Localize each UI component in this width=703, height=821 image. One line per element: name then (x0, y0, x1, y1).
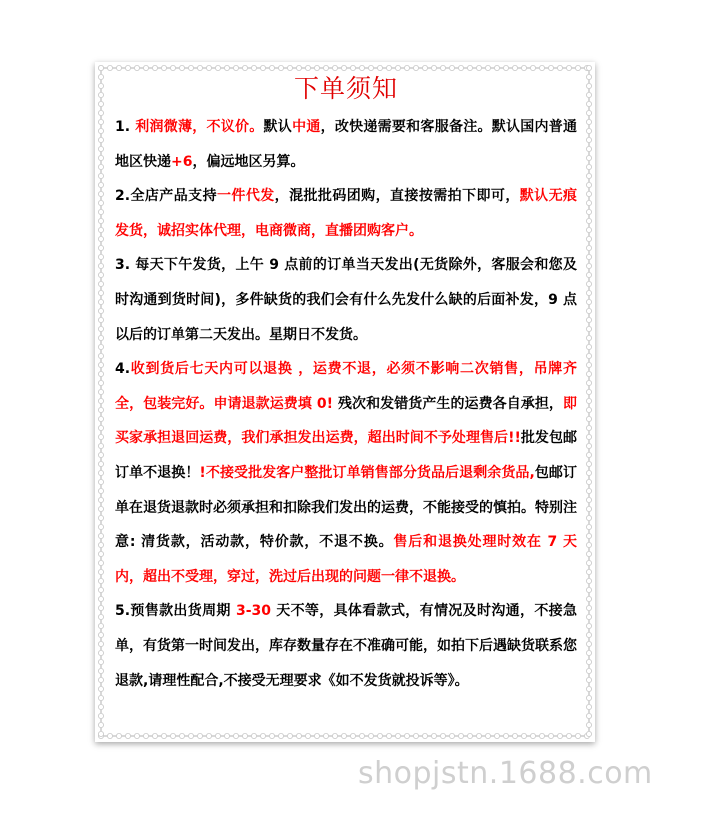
highlight-text: 利润微薄，不议价。 (135, 119, 264, 135)
notice-card (95, 62, 595, 742)
body-text: 1. (115, 119, 136, 135)
body-text: 3. 每天下午发货，上午 9 点前的订单当天发出(无货除外，客服会和您及时沟通到货时间)，多件缺货的我们会有什么先发什么缺的后面补发，9 点以后的订单第二天发出。星期日不发货。 (115, 257, 577, 343)
page-title: 下单须知 (293, 74, 398, 103)
notice-item-2 (115, 179, 577, 248)
notice-item-5 (115, 594, 577, 698)
highlight-text: 一件代发 (216, 188, 275, 205)
body-text: ，偏远地区另算。 (192, 153, 305, 170)
notice-item-1 (115, 110, 577, 179)
notice-item-3 (115, 248, 577, 352)
body-text: 批发包邮订单不退换！ (115, 430, 577, 481)
highlight-text: 即买家承担退回运费，我们承担发出运费，超出时间不予处理售后!! (115, 395, 578, 447)
notice-paragraphs (115, 110, 577, 698)
body-text: ，改快递需要和客服备注。默认国内普通地区快递 (115, 119, 578, 170)
highlight-text: 售后和退换处理时效在 7 天内，超出不受理，穿过，洗过后出现的问题一律不退换。 (115, 534, 577, 585)
highlight-text: 中通 (292, 119, 321, 135)
highlight-text: !不接受批发客户整批订单销售部分货品后退剩余货品, (199, 464, 535, 481)
highlight-text: +6 (171, 153, 193, 170)
highlight-text: 默认无痕发货，诚招实体代理，电商微商，直播团购客户。 (115, 188, 578, 239)
notice-item-4 (115, 352, 577, 594)
body-text: 4. (115, 361, 131, 378)
body-text: 残次和发错货产生的运费各自承担， (333, 395, 564, 412)
body-text: 5.预售款出货周期 (115, 603, 236, 620)
highlight-text: 收到货后七天内可以退换 ，运费不退，必须不影响二次销售，吊牌齐全，包装完好。申请退款运费填 0! (115, 361, 577, 412)
body-text: 2.全店产品支持 (115, 188, 217, 205)
watermark: shopjstn.1688.com (358, 756, 653, 791)
body-text: 默认 (263, 119, 293, 135)
highlight-text: 3-30 (235, 603, 272, 620)
body-text: ，混批批码团购，直接按需拍下即可， (274, 188, 520, 205)
body-text: 包邮订单在退货退款时必须承担和扣除我们发出的运费，不能接受的慎拍。特别注意: 清货款，活动款，特价款，不退不换。 (115, 464, 578, 551)
notice-content (115, 72, 577, 698)
body-text: 天不等，具体看款式，有情况及时沟通，不接急单，有货第一时间发出，库存数量存在不准确可能，如拍下后遇缺货联系您退款,请理性配合,不接受无理要求《如不发货就投诉等》。 (115, 603, 578, 689)
